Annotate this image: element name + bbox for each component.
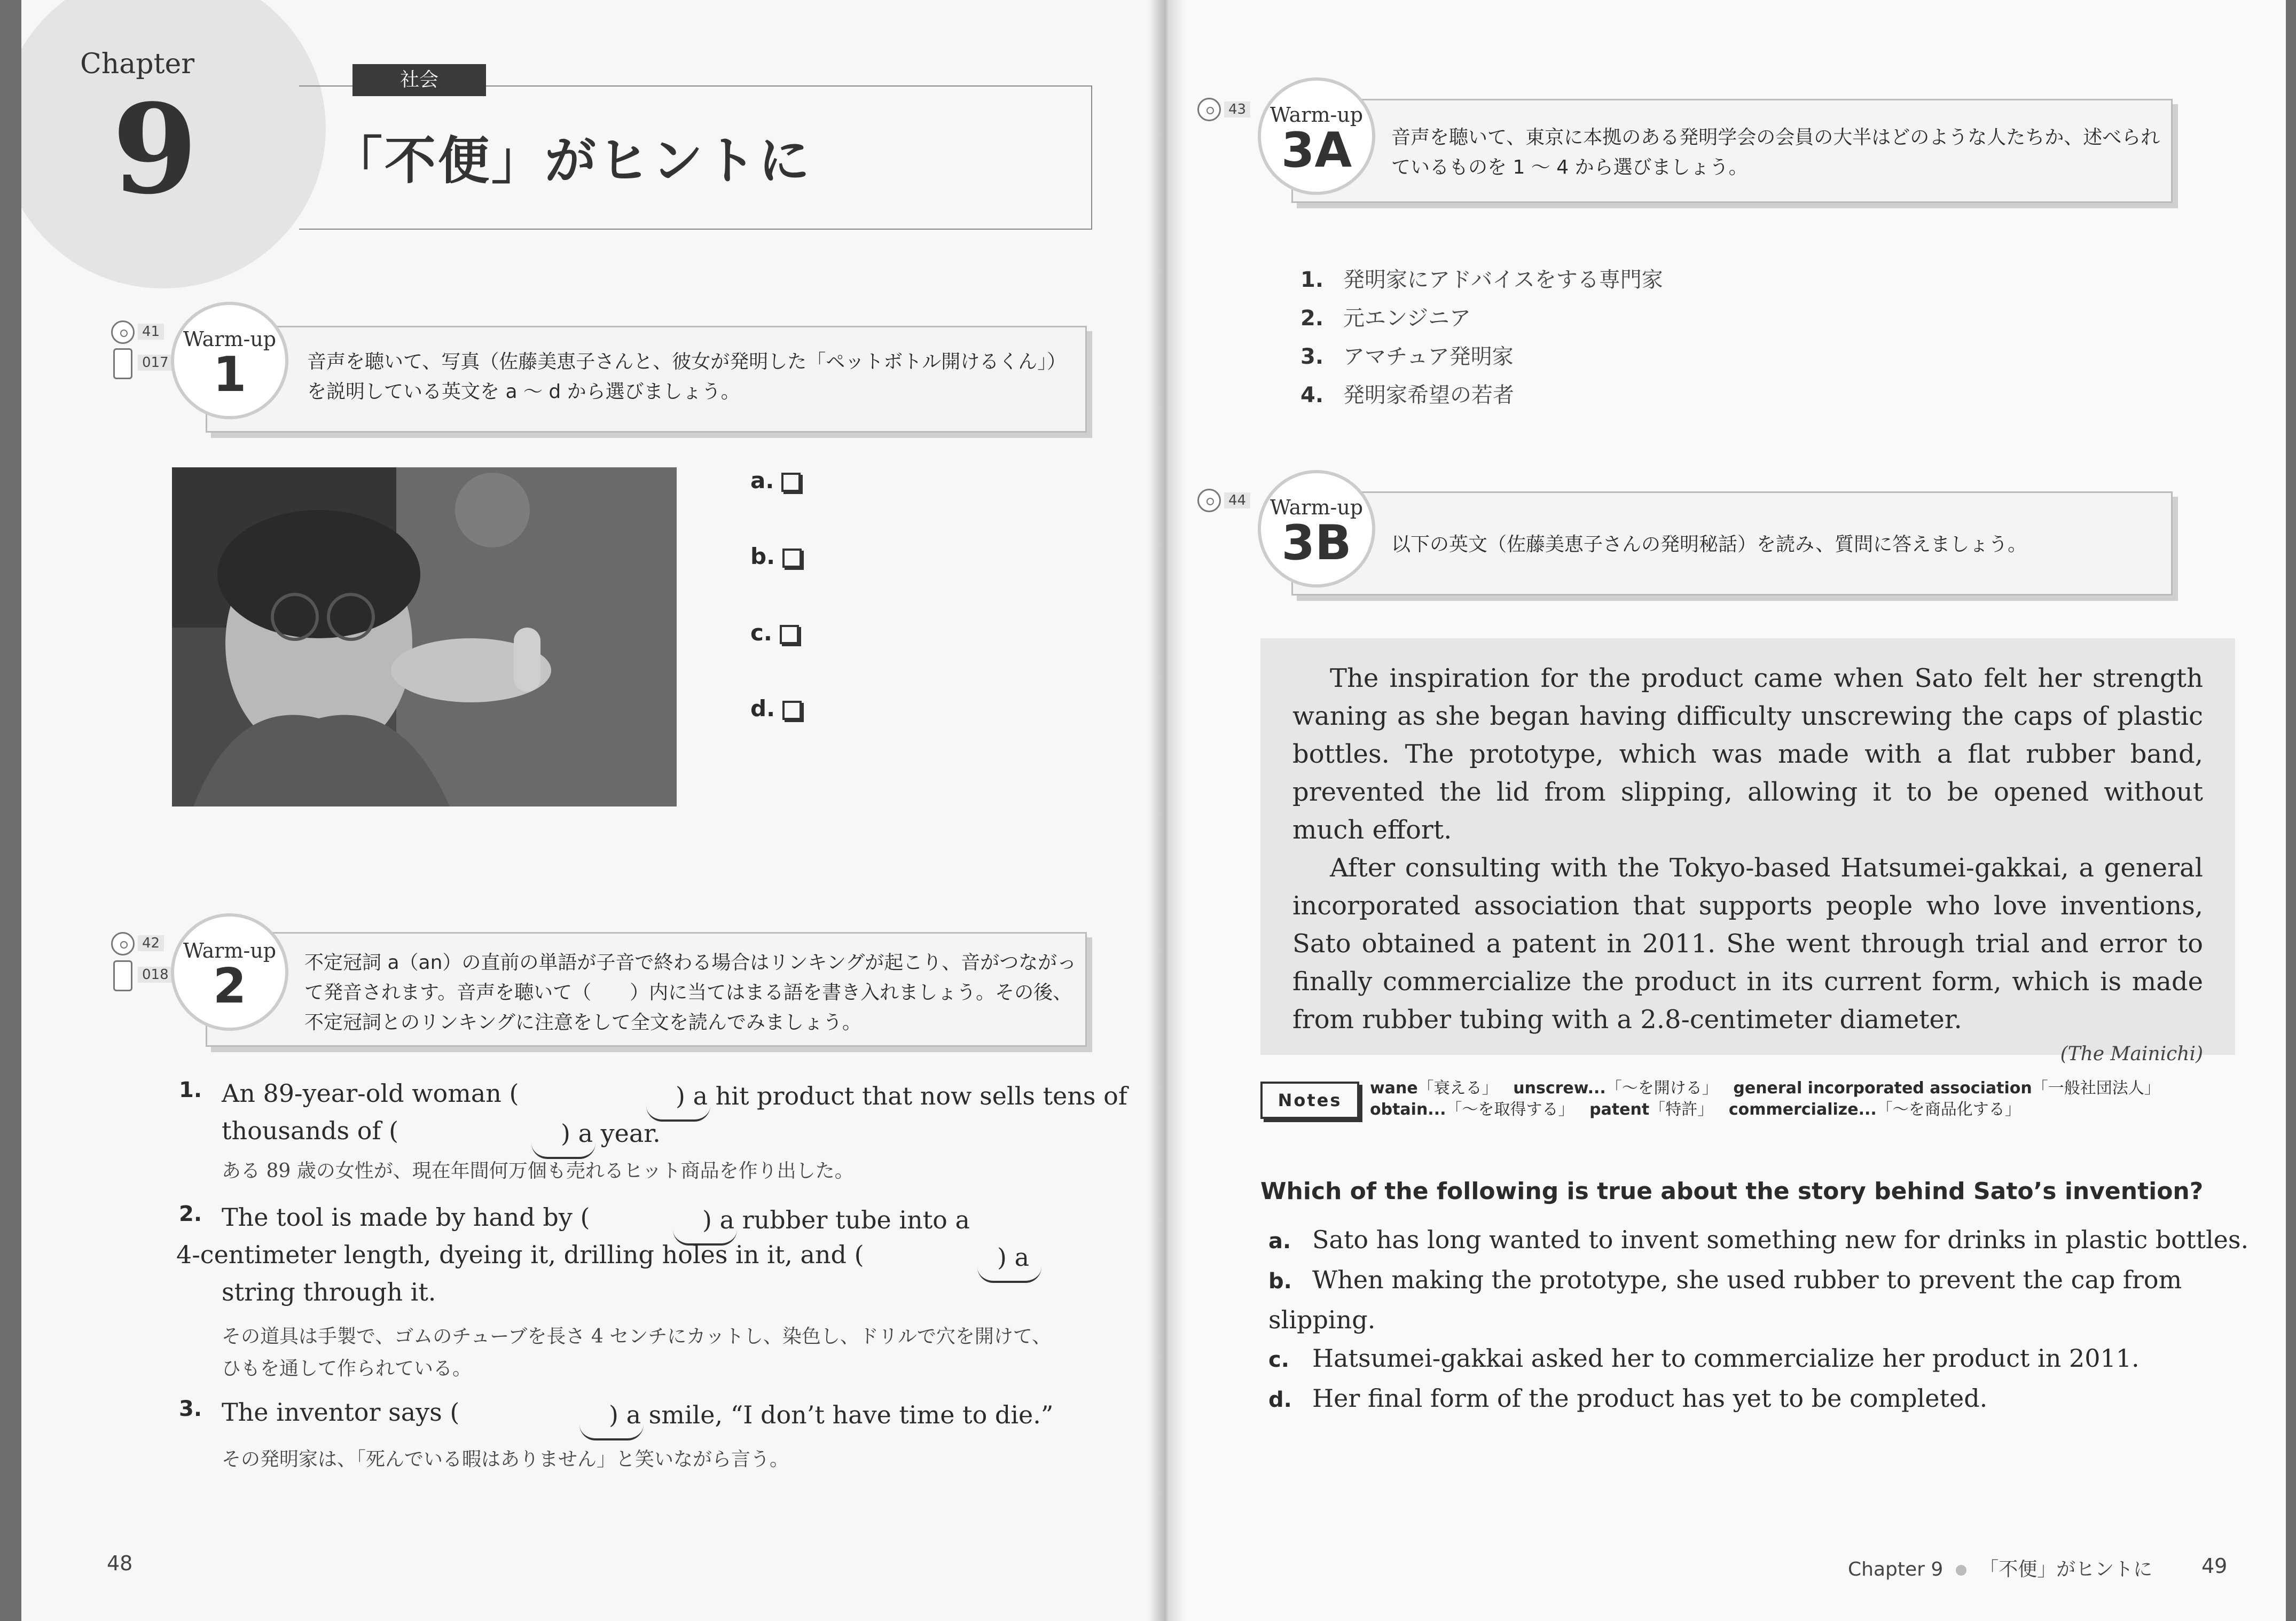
cd-icon: [111, 932, 135, 956]
warmup3a-number: 3A: [1281, 122, 1352, 178]
reading-paragraph-2: After consulting with the Tokyo-based Hatsumei-gakkai, a general incorporated association that supports people who love inventions, Sato obtained a patent in 2011. She went through trial and error to finally commercialize the product in its current form, which is made from rubber tubing with a 2.8-centimeter diameter.: [1292, 853, 2203, 1035]
warmup1-badge: [171, 302, 288, 419]
item1-text-d: ) a year.: [561, 1119, 661, 1148]
cd-icon: [111, 320, 135, 344]
choice-a[interactable]: a.: [750, 467, 801, 494]
item1-number: 1.: [179, 1078, 202, 1102]
notes-label: Notes: [1260, 1082, 1359, 1119]
warmup3b-number: 3B: [1281, 515, 1352, 571]
comprehension-question: Which of the following is true about the story behind Sato’s invention?: [1260, 1178, 2204, 1205]
cd-icon: [1197, 489, 1221, 512]
phone-icon: [113, 348, 132, 379]
track-cd: 43: [1224, 101, 1250, 118]
warmup1-instruction: 音声を聴いて、写真（佐藤美恵子さんと、彼女が発明した「ペットボトル開けるくん」）を説明している英文を a ～ d から選びましょう。: [307, 351, 1067, 403]
warmup1-number: 1: [213, 347, 247, 403]
book-gutter: [1148, 0, 1186, 1621]
photo-inventor: [172, 467, 677, 806]
warmup3a-badge: [1258, 77, 1375, 195]
item2-translation-1: その道具は手製で、ゴムのチューブを長さ 4 センチにカットし、染色し、ドリルで穴を開けて、: [222, 1326, 1052, 1348]
item1-translation: ある 89 歳の女性が、現在年間何万個も売れるヒット商品を作り出した。: [222, 1160, 854, 1182]
warmup2-label: Warm-up: [183, 939, 277, 962]
chapter-number: 9: [112, 77, 198, 222]
answer-list: [1268, 1220, 2286, 1419]
reading-source: (The Mainichi): [2060, 1043, 2203, 1065]
notes-glossary: wane「衰える」 unscrew...「～を開ける」 general incorporated association「一般社団法人」 obtain...「～を取得する」 patent「特許」 commercialize...「～を商品化する」: [1370, 1079, 2160, 1119]
checkbox-d[interactable]: [782, 701, 802, 720]
page-number-left: 48: [107, 1552, 133, 1575]
photo-illustration: [172, 467, 677, 806]
answer-option-d[interactable]: d. Her final form of the product has yet to be completed.: [1268, 1384, 1988, 1413]
linking-mark: [579, 1424, 644, 1440]
choice-d[interactable]: d.: [750, 695, 802, 722]
warmup1-label: Warm-up: [183, 327, 277, 351]
warmup2-badge: [171, 913, 288, 1031]
option-item: 2. 元エンジニア: [1300, 306, 1471, 331]
checkbox-a[interactable]: [781, 473, 801, 492]
answer-option-c[interactable]: c. Hatsumei-gakkai asked her to commercialize her product in 2011.: [1268, 1344, 2140, 1373]
track-cd: 44: [1224, 492, 1250, 508]
reading-paragraph-1: The inspiration for the product came when Sato felt her strength waning as she began having difficulty unscrewing the caps of plastic bottles. The prototype, which was made with a flat rubber band, prevented the lid from slipping, allowing it to be opened without much effort.: [1292, 663, 2203, 845]
option-item: 3. アマチュア発明家: [1300, 344, 1514, 369]
left-page: [21, 0, 1159, 1621]
category-tag: 社会: [352, 64, 486, 96]
footer-title: 「不便」がヒントに: [1979, 1559, 2153, 1580]
choice-b[interactable]: b.: [750, 543, 802, 569]
page-number-right: 49: [2201, 1554, 2228, 1578]
option-item: 4. 発明家希望の若者: [1300, 383, 1514, 408]
item3-text-b: ) a smile, “I don’t have time to die.”: [609, 1400, 1054, 1429]
item1-text-c: thousands of (: [222, 1116, 399, 1145]
warmup2-number: 2: [213, 958, 247, 1014]
item3-text-a: The inventor says (: [222, 1398, 460, 1427]
item2-text-b: ) a rubber tube into a: [702, 1205, 970, 1234]
item2-text-c: 4-centimeter length, dyeing it, drilling holes in it, and (: [176, 1240, 864, 1269]
item3-number: 3.: [179, 1397, 202, 1421]
cd-icon: [1197, 98, 1221, 121]
item2-text-a: The tool is made by hand by (: [222, 1203, 590, 1232]
right-page: [1159, 0, 2286, 1621]
option-item: 1. 発明家にアドバイスをする専門家: [1300, 268, 1663, 292]
warmup3b-instruction: 以下の英文（佐藤美恵子さんの発明秘話）を読み、質問に答えましょう。: [1391, 534, 2027, 555]
track-app: 018: [138, 967, 173, 983]
item3-translation: その発明家は、「死んでいる暇はありません」と笑いながら言う。: [222, 1448, 789, 1470]
item2-translation-2: ひもを通して作られている。: [222, 1358, 472, 1380]
answer-option-b[interactable]: b. When making the prototype, she used rubber to prevent the cap from slipping.: [1268, 1265, 2182, 1334]
track-cd: 42: [138, 935, 164, 951]
track-cd: 41: [138, 324, 164, 340]
reading-passage: [1260, 638, 2235, 1065]
options-list: [1300, 261, 1663, 414]
phone-icon: [113, 960, 132, 991]
item2-text-e: string through it.: [222, 1278, 436, 1306]
item2-number: 2.: [179, 1202, 202, 1226]
choice-c[interactable]: c.: [750, 620, 799, 646]
chapter-label: Chapter: [80, 48, 195, 80]
item1-text-b: ) a hit product that now sells tens of: [676, 1082, 1127, 1110]
track-app: 017: [138, 355, 173, 371]
warmup2-instruction: 不定冠詞 a（an）の直前の単語が子音で終わる場合はリンキングが起こり、音がつながって発音されます。音声を聴いて（ ）内に当てはまる語を書き入れましょう。その後、不定冠詞とのリンキングに注意をして全文を読んでみましょう。: [304, 952, 1077, 1033]
checkbox-c[interactable]: [780, 625, 799, 644]
linking-mark: [977, 1267, 1041, 1283]
warmup3b-badge: [1258, 470, 1375, 588]
checkbox-b[interactable]: [782, 549, 802, 568]
footer-chapter: Chapter 9: [1848, 1559, 1944, 1580]
item1-text-a: An 89-year-old woman (: [222, 1079, 519, 1108]
item2-text-d: ) a: [997, 1243, 1029, 1272]
warmup3b-label: Warm-up: [1270, 496, 1364, 519]
warmup3a-label: Warm-up: [1270, 103, 1364, 127]
warmup3a-instruction: 音声を聴いて、東京に本拠のある発明学会の会員の大半はどのような人たちか、述べられているものを 1 ～ 4 から選びましょう。: [1391, 127, 2160, 178]
footer-bullet-icon: [1956, 1565, 1966, 1576]
chapter-title: 「不便」がヒントに: [331, 131, 812, 191]
running-footer: [1848, 1554, 2152, 1581]
answer-option-a[interactable]: a. Sato has long wanted to invent something new for drinks in plastic bottles.: [1268, 1225, 2249, 1254]
